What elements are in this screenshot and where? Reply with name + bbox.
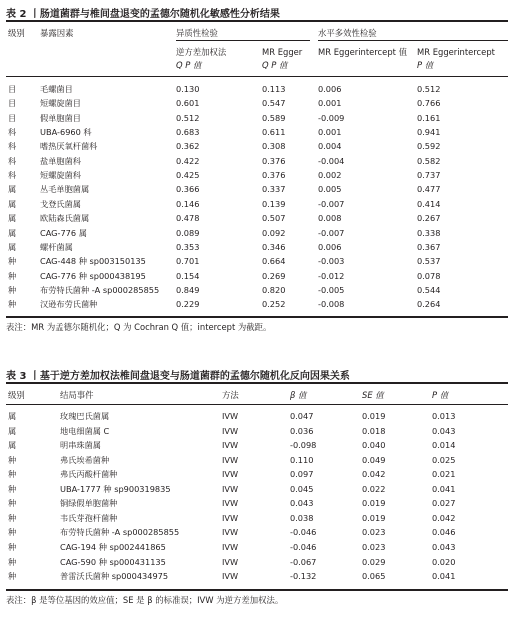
table3-cell-beta: 0.047 [290,411,314,421]
table2-cell-level: 种 [8,270,17,281]
table2-cell-ivw: 0.683 [176,127,200,138]
table2-cell-egger: 0.507 [262,213,286,224]
table2-header-level: 级别 [8,28,25,38]
table2-cell-factor: CAG-776 属 [40,227,87,238]
table2-cell-egger: 0.376 [262,155,286,166]
table2-cell-int: 0.008 [318,213,342,224]
table3-cell-se: 0.023 [362,527,386,538]
table3-cell-event: 弗氏丙酸杆菌种 [60,469,118,480]
table2-cell-int: 0.001 [318,98,342,109]
table3-cell-se: 0.022 [362,483,386,494]
table2-cell-egger: 0.547 [262,98,286,109]
table2-cell-level: 目 [8,98,17,109]
table2-cell-p: 0.544 [417,284,441,295]
table2-bottom-rule [6,316,508,318]
table3-cell-se: 0.019 [362,411,386,421]
table2-header-factor: 暴露因素 [40,28,74,38]
table3-cell-level: 属 [8,411,17,421]
table3-cell-p: 0.027 [432,498,456,509]
table2-cell-p: 0.766 [417,98,441,109]
table3-cell-p: 0.041 [432,571,456,582]
table3-cell-method: IVW [222,454,239,465]
table2-header-intercept-p-sub: P 值 [417,60,434,70]
table3-cell-se: 0.029 [362,556,386,567]
table2-header-egger: MR Egger [262,47,303,57]
table3-cell-method: IVW [222,411,239,421]
table3-cell-level: 属 [8,440,17,451]
table2-cell-level: 属 [8,184,17,195]
table3-cell-event: 铜绿假单胞菌种 [60,498,118,509]
table2-cell-factor: 短螺旋菌科 [40,170,81,181]
table2-cell-ivw: 0.146 [176,198,200,209]
table2-cell-int: -0.007 [318,227,345,238]
table3-cell-level: 种 [8,483,17,494]
table2-cell-egger: 0.113 [262,84,286,94]
table3-cell-p: 0.021 [432,469,456,480]
table2-title: 表 2 丨肠道菌群与椎间盘退变的孟德尔随机化敏感性分析结果 [6,9,280,20]
table3-cell-beta: -0.098 [290,440,317,451]
table2-cell-factor: CAG-776 种 sp000438195 [40,270,146,281]
table2-cell-egger: 0.589 [262,112,286,123]
table2-cell-ivw: 0.362 [176,141,200,152]
table3-header-level: 级别 [8,390,25,400]
table2-cell-egger: 0.308 [262,141,286,152]
table2-cell-p: 0.367 [417,241,441,252]
table3-cell-method: IVW [222,425,239,436]
table2-cell-factor: 盐单胞菌科 [40,155,81,166]
table3-cell-event: 地电细菌属 C [60,425,110,436]
table2-pleiotropy-underline [318,40,508,41]
table2-header-egger-sub: Q P 值 [262,60,288,70]
table3-header-p: P 值 [432,390,449,400]
table3-cell-event: 普雷沃氏菌种 sp000434975 [60,571,169,582]
table3-header-event: 结局事件 [60,390,94,400]
table3-cell-beta: 0.038 [290,512,314,523]
table3-cell-beta: 0.097 [290,469,314,480]
table3-cell-method: IVW [222,483,239,494]
table2-cell-level: 属 [8,213,17,224]
table2-cell-level: 科 [8,155,17,166]
table2-cell-int: -0.012 [318,270,345,281]
table2-cell-egger: 0.252 [262,299,286,310]
table2-cell-level: 目 [8,112,17,123]
table2-cell-p: 0.161 [417,112,441,123]
table2-cell-ivw: 0.130 [176,84,200,94]
table3-cell-event: CAG-590 种 sp000431135 [60,556,166,567]
table2-cell-egger: 0.820 [262,284,286,295]
table2-cell-egger: 0.092 [262,227,286,238]
table3-cell-event: 韦氏芽孢杆菌种 [60,512,118,523]
table3-top-rule [6,382,508,384]
table2-cell-ivw: 0.601 [176,98,200,109]
table2-cell-ivw: 0.425 [176,170,200,181]
table2-heterogeneity-underline [176,40,310,41]
table3-cell-p: 0.025 [432,454,456,465]
table2-cell-ivw: 0.229 [176,299,200,310]
table3-cell-method: IVW [222,541,239,552]
table3-cell-method: IVW [222,469,239,480]
table2-cell-ivw: 0.701 [176,256,200,267]
table2-cell-p: 0.737 [417,170,441,181]
table3-header-se: SE 值 [362,390,384,400]
table3-cell-event: 布劳特氏菌种 -A sp000285855 [60,527,180,538]
table2-header-heterogeneity: 异质性检验 [176,28,218,38]
table2-cell-egger: 0.611 [262,127,286,138]
table3-cell-level: 种 [8,498,17,509]
table2-cell-int: -0.007 [318,198,345,209]
table2-cell-p: 0.512 [417,84,441,94]
table3-cell-level: 种 [8,556,17,567]
table3-cell-beta: -0.067 [290,556,317,567]
table2-note: 表注：MR 为孟德尔随机化；Q 为 Cochran Q 值；intercept 为截距。 [6,322,272,332]
table3-cell-se: 0.018 [362,425,386,436]
table3-cell-se: 0.040 [362,440,386,451]
table3-cell-level: 种 [8,571,17,582]
table3-cell-se: 0.019 [362,498,386,509]
table3-cell-beta: 0.045 [290,483,314,494]
table3-cell-beta: 0.043 [290,498,314,509]
table2-header-ivw: 逆方差加权法 [176,47,227,57]
table3-cell-p: 0.013 [432,411,456,421]
table2-header-rule [6,76,508,77]
table2-cell-p: 0.941 [417,127,441,138]
table2-cell-int: -0.008 [318,299,345,310]
table3-cell-p: 0.042 [432,512,456,523]
table2-cell-ivw: 0.478 [176,213,200,224]
table3-cell-method: IVW [222,527,239,538]
table3-cell-event: 弗氏埃希菌种 [60,454,110,465]
table3-cell-se: 0.049 [362,454,386,465]
table3-bottom-rule [6,589,508,591]
table2-cell-level: 属 [8,198,17,209]
table3-cell-p: 0.041 [432,483,456,494]
table2-cell-int: 0.005 [318,184,342,195]
table2-cell-p: 0.264 [417,299,441,310]
table3-cell-method: IVW [222,440,239,451]
table2-cell-int: 0.006 [318,241,342,252]
table3-cell-se: 0.042 [362,469,386,480]
table3-cell-method: IVW [222,556,239,567]
table2-cell-p: 0.582 [417,155,441,166]
table2-cell-factor: 嗜热厌氧杆菌科 [40,141,98,152]
table2-cell-p: 0.338 [417,227,441,238]
table2-cell-p: 0.537 [417,256,441,267]
table2-cell-level: 科 [8,170,17,181]
table3-cell-event: UBA-1777 种 sp900319835 [60,483,171,494]
table2-cell-ivw: 0.089 [176,227,200,238]
table2-cell-int: -0.004 [318,155,345,166]
table3-cell-method: IVW [222,512,239,523]
table3-cell-beta: 0.110 [290,454,314,465]
table2-top-rule [6,20,508,22]
table2-cell-p: 0.267 [417,213,441,224]
table2-cell-int: 0.004 [318,141,342,152]
table2-cell-ivw: 0.154 [176,270,200,281]
table2-cell-level: 属 [8,241,17,252]
table2-cell-egger: 0.337 [262,184,286,195]
table3-cell-event: CAG-194 种 sp002441865 [60,541,166,552]
table2-cell-ivw: 0.512 [176,112,200,123]
table3-cell-level: 种 [8,541,17,552]
table2-cell-level: 种 [8,284,17,295]
table2-cell-p: 0.477 [417,184,441,195]
table2-header-intercept: MR Eggerintercept 值 [318,47,407,57]
table2-cell-level: 种 [8,299,17,310]
table3-cell-se: 0.065 [362,571,386,582]
table3-header-method: 方法 [222,390,239,400]
table3-cell-beta: -0.046 [290,541,317,552]
table2-cell-int: 0.006 [318,84,342,94]
table3-cell-beta: -0.046 [290,527,317,538]
table3-cell-event: 玫瑰巴氏菌属 [60,411,110,421]
table3-cell-se: 0.019 [362,512,386,523]
table2-cell-factor: 欧陆森氏菌属 [40,213,90,224]
table2-cell-int: -0.005 [318,284,345,295]
table2-cell-factor: 丛毛单胞菌属 [40,184,90,195]
table3-cell-event: 明串珠菌属 [60,440,101,451]
table3-cell-se: 0.023 [362,541,386,552]
table3-cell-p: 0.014 [432,440,456,451]
table2-cell-factor: 戈登氏菌属 [40,198,81,209]
table3-cell-p: 0.046 [432,527,456,538]
table2-cell-int: -0.009 [318,112,345,123]
table3-cell-method: IVW [222,571,239,582]
table2-cell-ivw: 0.353 [176,241,200,252]
table2-cell-p: 0.414 [417,198,441,209]
table2-cell-level: 科 [8,127,17,138]
table2-cell-level: 种 [8,256,17,267]
table2-cell-egger: 0.376 [262,170,286,181]
table2-cell-egger: 0.346 [262,241,286,252]
table2-cell-int: -0.003 [318,256,345,267]
table2-cell-factor: 假单胞菌目 [40,112,81,123]
table3-cell-p: 0.043 [432,425,456,436]
table2-cell-ivw: 0.366 [176,184,200,195]
table2-cell-egger: 0.269 [262,270,286,281]
table2-cell-level: 目 [8,84,17,94]
table2-cell-factor: 汉逊布劳氏菌种 [40,299,98,310]
table2-cell-level: 科 [8,141,17,152]
table3-cell-p: 0.020 [432,556,456,567]
table3-cell-method: IVW [222,498,239,509]
table3-title: 表 3 丨基于逆方差加权法椎间盘退变与肠道菌群的孟德尔随机化反向因果关系 [6,371,350,382]
table2-cell-factor: 布劳特氏菌种 -A sp000285855 [40,284,160,295]
table2-cell-factor: 螺杆菌属 [40,241,73,252]
table2-cell-ivw: 0.849 [176,284,200,295]
table2-cell-factor: 短螺旋菌目 [40,98,81,109]
table3-cell-level: 种 [8,512,17,523]
table3-cell-beta: 0.036 [290,425,314,436]
table2-cell-int: 0.002 [318,170,342,181]
table3-cell-beta: -0.132 [290,571,317,582]
table2-cell-int: 0.001 [318,127,342,138]
table3-cell-level: 种 [8,454,17,465]
table3-cell-p: 0.043 [432,541,456,552]
table3-cell-level: 属 [8,425,17,436]
table2-header-pleiotropy: 水平多效性检验 [318,28,377,38]
table2-cell-level: 属 [8,227,17,238]
table2-cell-factor: 毛螺菌目 [40,84,73,94]
table2-cell-egger: 0.139 [262,198,286,209]
table2-cell-p: 0.592 [417,141,441,152]
table2-cell-factor: UBA-6960 科 [40,127,92,138]
table2-cell-egger: 0.664 [262,256,286,267]
table2-header-ivw-sub: Q P 值 [176,60,202,70]
table3-note: 表注：β 是等位基因的效应值；SE 是 β 的标准误；IVW 为逆方差加权法。 [6,595,284,605]
table3-header-rule [6,404,508,405]
table2-cell-factor: CAG-448 种 sp003150135 [40,256,146,267]
table3-cell-level: 种 [8,527,17,538]
table2-header-intercept-p: MR Eggerintercept [417,47,495,57]
table2-cell-ivw: 0.422 [176,155,200,166]
table3-header-beta: β 值 [290,390,307,400]
table2-cell-p: 0.078 [417,270,441,281]
table3-cell-level: 种 [8,469,17,480]
